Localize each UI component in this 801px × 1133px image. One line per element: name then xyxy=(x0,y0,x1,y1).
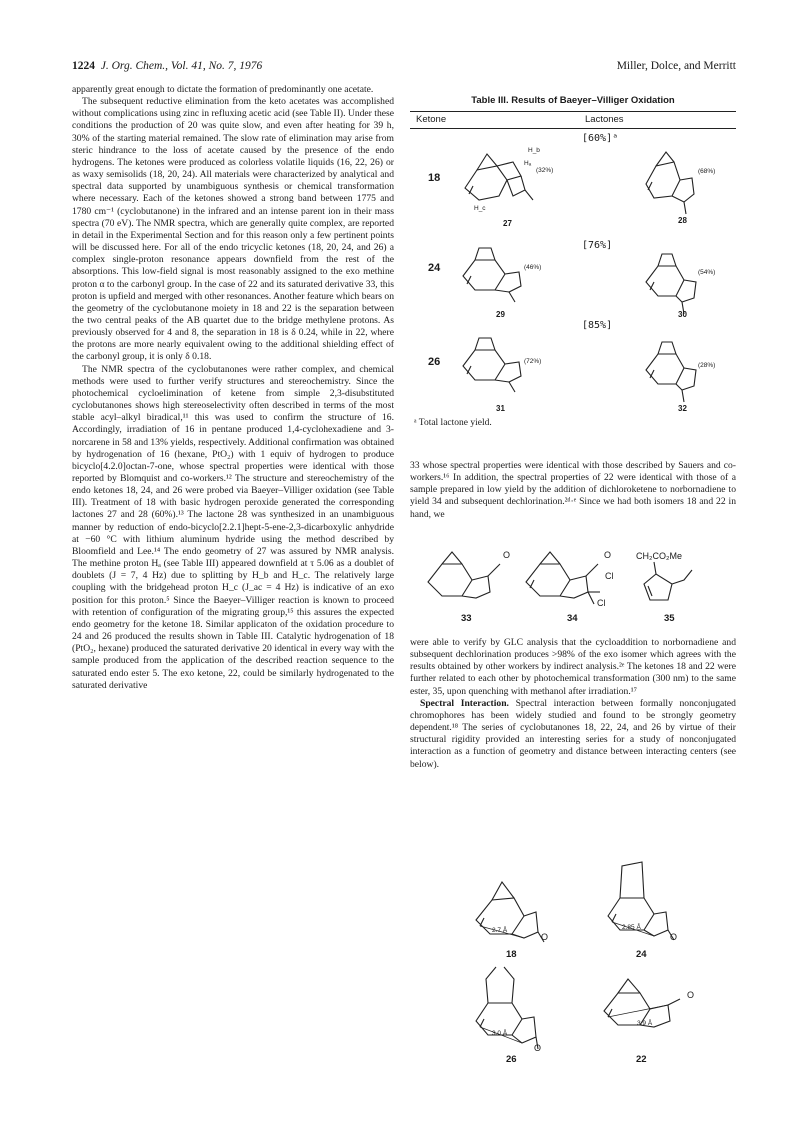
lactone-yield: (54%) xyxy=(698,269,716,276)
ketone-label: 26 xyxy=(428,356,441,368)
section-body: Spectral interaction between formally nonconjugated chromophores has been widely studied and found to be strongly geometry dependent.¹⁸ The series of cyclobutanones 18, 22, 24, and 26 by virtue of their structural rigidity provided an interesting series for a study of nonconjugated interaction as a function of geometry and distance between interacting centers (see below). xyxy=(410,697,736,770)
table-rule-top xyxy=(410,111,736,112)
ester-substituent-label: CH₂CO₂Me xyxy=(636,551,682,561)
right-column-text-bottom xyxy=(410,637,736,771)
paragraph: were able to verify by GLC analysis that the cycloaddition to norbornadiene and subsequent dechlorination produces >98% of the exo isomer which agrees with the results obtained by other workers by indirect analysis.²ᵉ The ketones 18 and 22 were further related to each other by photochemical transformation (300 nm) to the same ester, 35, upon quenching with methanol after irradiation.¹⁷ xyxy=(410,637,736,697)
distance-figure-22 xyxy=(596,975,706,1045)
total-yield: [85%] xyxy=(582,320,613,331)
lactone-yield: (46%) xyxy=(524,264,542,271)
figure-label: 18 xyxy=(506,949,517,960)
structure-label: 33 xyxy=(461,613,472,624)
figure-label: 22 xyxy=(636,1054,647,1065)
header-authors: Miller, Dolce, and Merritt xyxy=(616,60,736,72)
h-b-label: H_b xyxy=(528,147,540,154)
lactone-label: 27 xyxy=(503,219,512,228)
lactone-label: 30 xyxy=(678,310,687,319)
left-column xyxy=(72,84,394,692)
table-footnote: ᵃ Total lactone yield. xyxy=(414,418,492,428)
table-header-ketone: Ketone xyxy=(416,114,447,125)
right-column-text-top xyxy=(410,460,736,521)
lactone-30-structure xyxy=(640,252,710,312)
lactone-yield: (28%) xyxy=(698,362,716,369)
carbonyl-o-label: O xyxy=(541,932,549,942)
structure-33 xyxy=(424,548,514,608)
chloro-label: Cl xyxy=(605,571,614,581)
h-a-label: Hₐ xyxy=(524,160,532,167)
page-number: 1224 xyxy=(72,60,95,72)
carbonyl-o-label: O xyxy=(534,1043,542,1053)
lactone-28-structure xyxy=(640,148,710,218)
carbonyl-o-label: O xyxy=(604,550,612,560)
lactone-29-structure xyxy=(455,246,535,306)
figure-label: 24 xyxy=(636,949,647,960)
structure-label: 35 xyxy=(664,613,675,624)
carbonyl-o-label: O xyxy=(670,932,678,942)
structure-label: 34 xyxy=(567,613,578,624)
distance-label: 2.85 Å xyxy=(622,924,641,931)
carbonyl-o-label: O xyxy=(503,550,511,560)
lactone-32-structure xyxy=(640,340,710,400)
distance-figure-18 xyxy=(468,880,568,950)
distance-label: 3.0 Å xyxy=(492,1030,508,1037)
header-left xyxy=(72,60,262,72)
paragraph xyxy=(410,698,736,771)
figure-label: 26 xyxy=(506,1054,517,1065)
structure-35 xyxy=(640,562,710,612)
paragraph: apparently great enough to dictate the formation of predominantly one acetate. xyxy=(72,84,374,95)
distance-figure-24 xyxy=(600,858,700,948)
distance-figure-26 xyxy=(468,965,568,1055)
paragraph: 33 whose spectral properties were identical with those described by Sauers and co-workers.¹⁶ In addition, the spectral properties of 22 were identical with those of a sample prepared in low yield by the addition of dichloroketene to norbornadiene to yield 34 and subsequent dechlorination.²ᵈ·ᵉ Since we had both isomers 18 and 22 in hand, we xyxy=(410,460,736,520)
table-title: Table III. Results of Baeyer–Villiger Oxidation xyxy=(471,95,675,106)
section-run-head: Spectral Interaction. xyxy=(420,697,509,709)
lactone-label: 29 xyxy=(496,310,505,319)
table-rule-header xyxy=(410,128,736,129)
distance-label: 3.9 Å xyxy=(637,1020,653,1027)
lactone-yield: (32%) xyxy=(536,167,554,174)
lactone-label: 31 xyxy=(496,404,505,413)
h-c-label: H_c xyxy=(474,205,486,212)
table-header-lactones: Lactones xyxy=(585,114,624,125)
lactone-27-structure xyxy=(455,148,545,218)
total-yield: [76%] xyxy=(582,240,613,251)
lactone-yield: (68%) xyxy=(698,168,716,175)
distance-label: 2.7 Å xyxy=(492,927,508,934)
journal-citation: J. Org. Chem., Vol. 41, No. 7, 1976 xyxy=(100,60,263,72)
carbonyl-o-label: O xyxy=(687,990,695,1000)
ketone-label: 24 xyxy=(428,262,441,274)
ketone-label: 18 xyxy=(428,172,441,184)
lactone-label: 28 xyxy=(678,216,687,225)
lactone-label: 32 xyxy=(678,404,687,413)
paragraph: The NMR spectra of the cyclobutanones were rather complex, and chemical methods were used to further verify structures and stereochemistry. Since the photochemical cycloelimination of ketene from simple 2,3-disubstituted cyclobutanones shows high stereoselectivity often described in terms of the most stable acyl–alkyl biradical,¹¹ this was used to confirm the structure of 16. Accordingly, irradiation of 16 in pentane produced 1,4-cyclohexadiene and 3-norcarene in 58 and 13% yields, respectively. Additional confirmation was obtained by hydrogenation of 16 (hexane, PtO₂) with 1 equiv of hydrogen to produce bicyclo[4.2.0]octan-7-one, whose spectral properties were identical with those reported by Blomquist and co-workers.¹² The structure and stereochemistry of the endo ketones 18, 24, and 26 were probed via Baeyer–Villiger oxidation (see Table III). Treatment of 18 with basic hydrogen peroxide generated the corresponding lactones 27 and 28 (60%).¹³ The lactone 28 was synthesized in an unambiguous manner by reduction of endo-bicyclo[2.2.1]hept-5-ene-2,3-dicarboxylic anhydride at −60 °C with lithium aluminum hydride using the method described by Bloomfield and Lee.¹⁴ The endo geometry of 27 was assured by NMR analysis. The methine proton Hₐ (see Table III) appeared downfield at τ 5.06 as a doublet of doublets (J = 7, 4 Hz) due to splitting by H_b and H_c. The relatively large coupling with the bridgehead proton H_c (J_ac = 4 Hz) is indicative of an exo position for this proton.⁵ Since the Baeyer–Villiger reaction is known to proceed with retention of configuration of the migrating group,¹⁵ this assures the expected endo geometry for the ketone 18. Similar applicaton of the oxidation procedure to 24 and 26 produced the results shown in Table III. Catalytic hydrogenation of 18 (PtO₂, hexane) produced the saturated derivative 20 identical in every way with the sample produced from the application of the described reaction sequence to the saturated endo ester 5. The exo ketone, 22, could be similarly hydrogenated to the saturated derivative xyxy=(72,363,394,691)
lactone-yield: (72%) xyxy=(524,358,542,365)
paragraph: The subsequent reductive elimination from the keto acetates was accomplished without complications using zinc in refluxing acetic acid (see Table II). Under these conditions the production of 20 was quite slow, and even after heating for 39 h, 30% of the starting material remained. The slow rate of elimination may arise from steric hindrance to the loss of acetate caused by the presence of the endo hydrogens. The ketones were produced as colorless volatile liquids (16, 22, 26) or as waxy semisolids (18, 20, 24). All materials were characterized by analytical and spectral data supported by unambiguous synthesis or chemical transformation where necessary. Each of the ketones showed a strong band between 1775 and 1780 cm⁻¹ (cyclobutanone) in the infrared and an intense parent ion in their mass spectra (70 eV). The NMR spectra, which are generally quite complex, are reported in detail in the Experimental Section and for this reason only a few pertinent points will be discussed here. For all of the endo tricyclic ketones (18, 20, 24, and 26) a complex single-proton resonance appears downfield from the rest of the absorptions. This low-field signal is most reasonably assigned to the exo methine proton α to the carbonyl group. In the case of 22 and its saturated derivative 33, this proton is upfield and merged with other resonances. Another feature which bears on the geometry of the cyclobutanone moiety in 18 and 22 is the separation between the two central peaks of the AB quartet due to the bridge methylene protons. As previously observed for 4 and 8, the separation in 18 is δ 0.24, while in 22, where the protons are more nearly equivalent owing to the additional shielding effect of the carbonyl group, it is only δ 0.18. xyxy=(72,96,394,363)
chloro-label: Cl xyxy=(597,598,606,608)
lactone-31-structure xyxy=(455,336,535,396)
total-yield: [60%]ᵃ xyxy=(582,133,619,144)
